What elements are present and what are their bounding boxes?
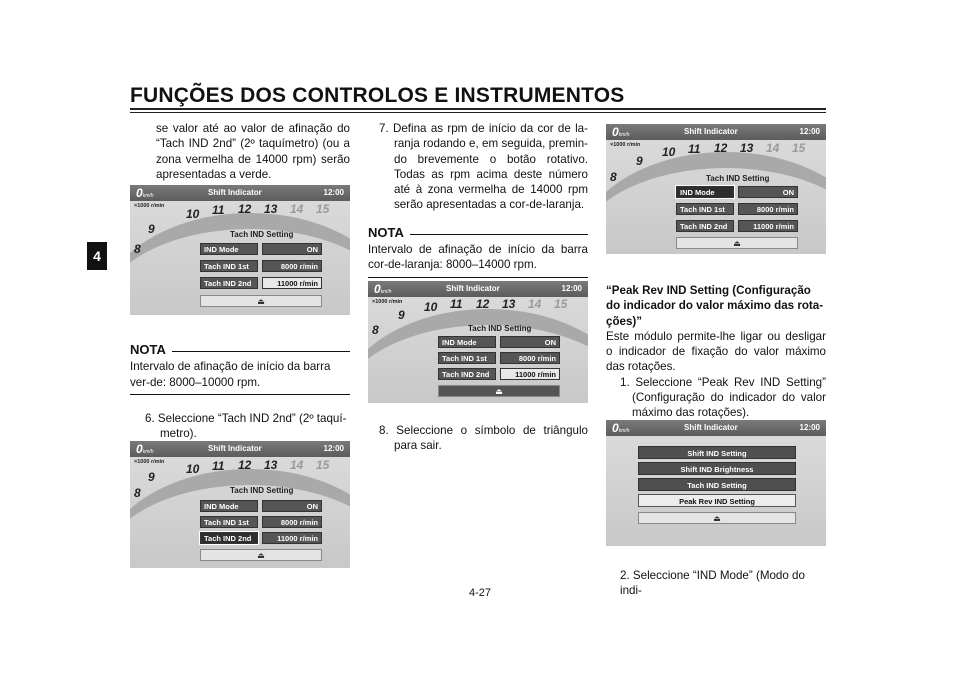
tick-10: 10 [186, 207, 200, 221]
rpm-unit: ×1000 r/min [372, 299, 403, 305]
row-value: ON [262, 243, 322, 255]
tick-14: 14 [766, 141, 780, 155]
clock: 12:00 [799, 423, 820, 432]
eject-icon[interactable]: ⏏ [200, 295, 322, 307]
column-2 [368, 121, 588, 278]
clock: 12:00 [323, 444, 344, 453]
row-value: 8000 r/min [262, 260, 322, 272]
step-6: 6. Seleccione “Tach IND 2nd” (2º taquí-metro). [145, 411, 347, 441]
column-3 [606, 283, 826, 421]
tick-12: 12 [238, 202, 252, 216]
row-value: 8000 r/min [738, 203, 798, 215]
screen-title: Shift Indicator [684, 423, 738, 432]
tick-13: 13 [264, 202, 278, 216]
nota-line [410, 234, 588, 235]
step-2: 2. Seleccione “IND Mode” (Modo do indi- [620, 569, 805, 598]
menu-item-shift-ind-setting[interactable]: Shift IND Setting [638, 446, 796, 459]
row-label: Tach IND 2nd [200, 532, 258, 544]
column-2-step8 [368, 423, 588, 454]
speed-readout: 0km/h [612, 421, 630, 435]
tick-15: 15 [316, 458, 330, 472]
chapter-tab: 4 [87, 242, 107, 270]
row-label: Tach IND 1st [200, 260, 258, 272]
tick-9: 9 [148, 222, 155, 236]
tick-15: 15 [792, 141, 806, 155]
row-value: 11000 r/min [500, 368, 560, 380]
tick-8: 8 [134, 486, 141, 500]
tick-14: 14 [528, 297, 542, 311]
tick-13: 13 [264, 458, 278, 472]
nota-heading [368, 225, 588, 240]
tick-8: 8 [134, 242, 141, 256]
speed-readout: 0km/h [612, 125, 630, 139]
row-label: Tach IND 2nd [438, 368, 496, 380]
eject-icon[interactable]: ⏏ [200, 549, 322, 561]
step-7: 7. Defina as rpm de início da cor de la-ranja rodando e, em seguida, premin-do brevemente o botão rotativo. Todas as rpm acima deste número até à zona vermelha de 14000 rpm serão apresentadas a cor-de-laranja. [379, 122, 588, 212]
eject-icon[interactable]: ⏏ [676, 237, 798, 249]
nota-text: Intervalo de afinação de início da barra cor-de-laranja: 8000–14000 rpm. [368, 243, 588, 272]
row-value: 8000 r/min [500, 352, 560, 364]
tick-13: 13 [502, 297, 516, 311]
speed-readout: 0km/h [136, 186, 154, 200]
tick-11: 11 [688, 142, 701, 156]
tick-10: 10 [424, 300, 438, 314]
screen-topbar [606, 420, 826, 436]
menu-title: Tach IND Setting [468, 324, 532, 333]
rpm-unit: ×1000 r/min [134, 459, 165, 465]
tick-8: 8 [372, 323, 379, 337]
tick-10: 10 [186, 462, 200, 476]
screen-tach-setting-2 [130, 441, 350, 568]
row-label: IND Mode [200, 500, 258, 512]
row-label: IND Mode [676, 186, 734, 198]
header-rule [130, 108, 826, 110]
tick-14: 14 [290, 458, 304, 472]
tick-13: 13 [740, 141, 754, 155]
menu-title: Tach IND Setting [706, 174, 770, 183]
rpm-unit: ×1000 r/min [610, 142, 641, 148]
nota-line [172, 351, 350, 352]
row-label: Tach IND 1st [438, 352, 496, 364]
tick-12: 12 [476, 297, 490, 311]
screen-topbar [130, 441, 350, 457]
screen-title: Shift Indicator [208, 444, 262, 453]
rpm-unit: ×1000 r/min [134, 203, 165, 209]
screen-tach-setting-3 [368, 281, 588, 403]
row-label: Tach IND 2nd [676, 220, 734, 232]
nota-heading [130, 342, 350, 357]
row-label: Tach IND 1st [676, 203, 734, 215]
tick-12: 12 [714, 141, 728, 155]
row-value: ON [738, 186, 798, 198]
clock: 12:00 [799, 127, 820, 136]
screen-title: Shift Indicator [208, 188, 262, 197]
row-label: IND Mode [200, 243, 258, 255]
page-number: 4-27 [468, 587, 492, 599]
tick-9: 9 [398, 308, 405, 322]
header-rule-thin [130, 112, 826, 113]
screen-title: Shift Indicator [684, 127, 738, 136]
screen-shift-indicator-menu [606, 420, 826, 546]
tick-15: 15 [316, 202, 330, 216]
nota-label: NOTA [130, 342, 166, 357]
step-8: 8. Seleccione o símbolo de triângulo para sair. [379, 424, 588, 453]
screen-topbar [130, 185, 350, 201]
row-value: 11000 r/min [738, 220, 798, 232]
screen-tach-setting-1 [130, 185, 350, 315]
screen-topbar [368, 281, 588, 297]
screen-title: Shift Indicator [446, 284, 500, 293]
tick-10: 10 [662, 145, 676, 159]
col1-paragraph: se valor até ao valor de afinação do “Tach IND 2nd” (2º taquímetro) (ou a zona vermelha de 14000 rpm) serão apresentadas a verde. [156, 122, 350, 181]
column-1-nota [130, 340, 350, 441]
eject-icon[interactable]: ⏏ [638, 512, 796, 524]
nota-end-rule [368, 277, 588, 278]
column-1 [130, 121, 350, 182]
step-1: 1. Seleccione “Peak Rev IND Setting” (Configuração do indicador do valor máximo das rotações). [620, 375, 826, 420]
row-label: Tach IND 1st [200, 516, 258, 528]
menu-title: Tach IND Setting [230, 486, 294, 495]
nota-label: NOTA [368, 224, 404, 240]
tick-11: 11 [212, 459, 225, 473]
menu-item-peak-rev-ind-setting[interactable]: Peak Rev IND Setting [638, 494, 796, 507]
row-value: 8000 r/min [262, 516, 322, 528]
row-value: 11000 r/min [262, 532, 322, 544]
clock: 12:00 [561, 284, 582, 293]
tick-14: 14 [290, 202, 304, 216]
row-value: ON [500, 336, 560, 348]
header-title: FUNÇÕES DOS CONTROLOS E INSTRUMENTOS [130, 84, 625, 107]
menu-title: Tach IND Setting [230, 230, 294, 239]
menu-item-tach-ind-setting[interactable]: Tach IND Setting [638, 478, 796, 491]
tick-8: 8 [610, 170, 617, 184]
row-value: 11000 r/min [262, 277, 322, 289]
row-label: IND Mode [438, 336, 496, 348]
tick-11: 11 [212, 203, 225, 217]
screen-tach-setting-4 [606, 124, 826, 254]
eject-icon[interactable]: ⏏ [438, 385, 560, 397]
tick-9: 9 [636, 154, 643, 168]
clock: 12:00 [323, 188, 344, 197]
section-heading: “Peak Rev IND Setting (Configuração do indicador do valor máximo das rota-ções)” [606, 284, 824, 328]
speed-readout: 0km/h [136, 442, 154, 456]
row-label: Tach IND 2nd [200, 277, 258, 289]
col3-paragraph: Este módulo permite-lhe ligar ou desligar o indicador de fixação do valor máximo das rotações. [606, 329, 826, 374]
speed-readout: 0km/h [374, 282, 392, 296]
tick-9: 9 [148, 470, 155, 484]
screen-topbar [606, 124, 826, 140]
nota-text: Intervalo de afinação de início da barra ver-de: 8000–10000 rpm. [130, 360, 331, 389]
nota-end-rule [130, 394, 350, 395]
tick-12: 12 [238, 458, 252, 472]
tick-15: 15 [554, 297, 568, 311]
tick-11: 11 [450, 297, 463, 311]
row-value: ON [262, 500, 322, 512]
menu-item-shift-ind-brightness[interactable]: Shift IND Brightness [638, 462, 796, 475]
